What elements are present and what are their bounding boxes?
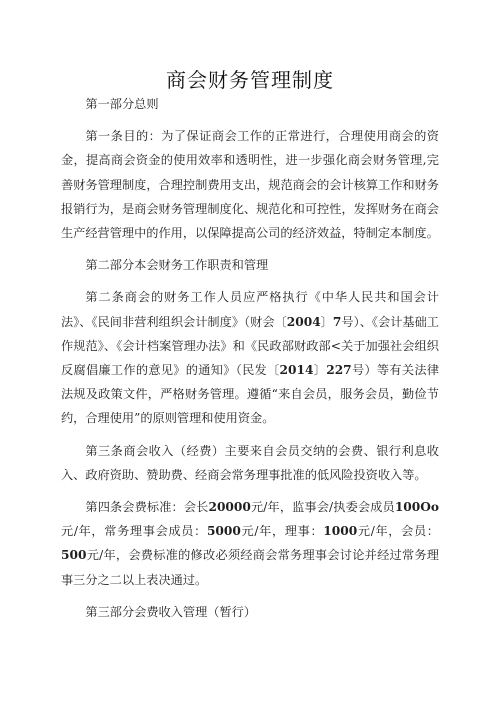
- article-2-text-e: 号）等有关法律法规及政策文件，严格财务管理。遵循“来自会员，服务会员，勤俭节约，合理使用”的原则管理和使用资金。: [61, 363, 440, 426]
- part2-heading: 第二部分本会财务工作职责和管理: [85, 258, 269, 273]
- article-4-text-b: 元/年，监事会/执委会成员: [250, 500, 395, 515]
- article-4-text-f: 元/年，会费标准的修改必须经商会常务理事会讨论并经过常务理事三分之二以上表决通过。: [61, 548, 439, 587]
- article-4-text-a: 第四条会费标准：会长: [85, 500, 209, 515]
- article-4-text-e: 元/年，会员：: [357, 524, 439, 539]
- article-4-value-3: 5000: [206, 524, 241, 539]
- article-4: [61, 495, 439, 592]
- article-4-value-4: 1000: [323, 524, 358, 539]
- article-3: 第三条商会收入（经费）主要来自会员交纳的会费、银行利息收入、政府资助、赞助费、经商会常务理事批准的低风险投资收入等。: [61, 443, 439, 482]
- article-2-number-1: 7: [332, 314, 342, 329]
- document-title: 商会财务管理制度: [166, 68, 334, 92]
- article-2-text-c: 号）、《会计基础工作规范》、《会计档案管理办法》和《民政部财政部<关于加强社会组织反腐倡廉工作的意见》的通知》（民发〔: [61, 314, 439, 378]
- article-1: 第一条目的：为了保证商会工作的正常进行，合理使用商会的资金，提高商会资金的使用效率和透明性，进一步强化商会财务管理,完善财务管理制度，合理控制费用支出，规范商会的会计核算工作和财务报销行为，是商会财务管理制度化、规范化和可控性，发挥财务在商会生产经营管理中的作用，以保障提高公司的经济效益，特制定本制度。: [61, 129, 439, 241]
- article-2-year-2: 2014: [279, 363, 314, 378]
- article-4-text-c: 元/年，常务理事会成员：: [61, 524, 207, 539]
- article-2-number-2: 227: [326, 363, 352, 378]
- article-2-text-a: 第二条商会的财务工作人员应严格执行《中华人民共和国会计法》、《民间非营利组织会计制度》（财会〔: [61, 290, 439, 329]
- article-2: [61, 285, 439, 430]
- article-4-value-2: 100Oo: [394, 500, 440, 515]
- article-2-text-d: 〕: [313, 363, 327, 378]
- article-2-year-1: 2004: [286, 314, 321, 329]
- article-4-text-d: 元/年，理事：: [240, 524, 324, 539]
- article-4-value-1: 20000: [208, 500, 251, 515]
- article-4-value-5: 500: [61, 548, 87, 563]
- part3-heading: 第三部分会费收入管理（暂行）: [85, 604, 257, 619]
- article-2-text-b: 〕: [320, 314, 333, 329]
- part1-heading: 第一部分总则: [85, 97, 159, 111]
- document-body: [61, 92, 439, 632]
